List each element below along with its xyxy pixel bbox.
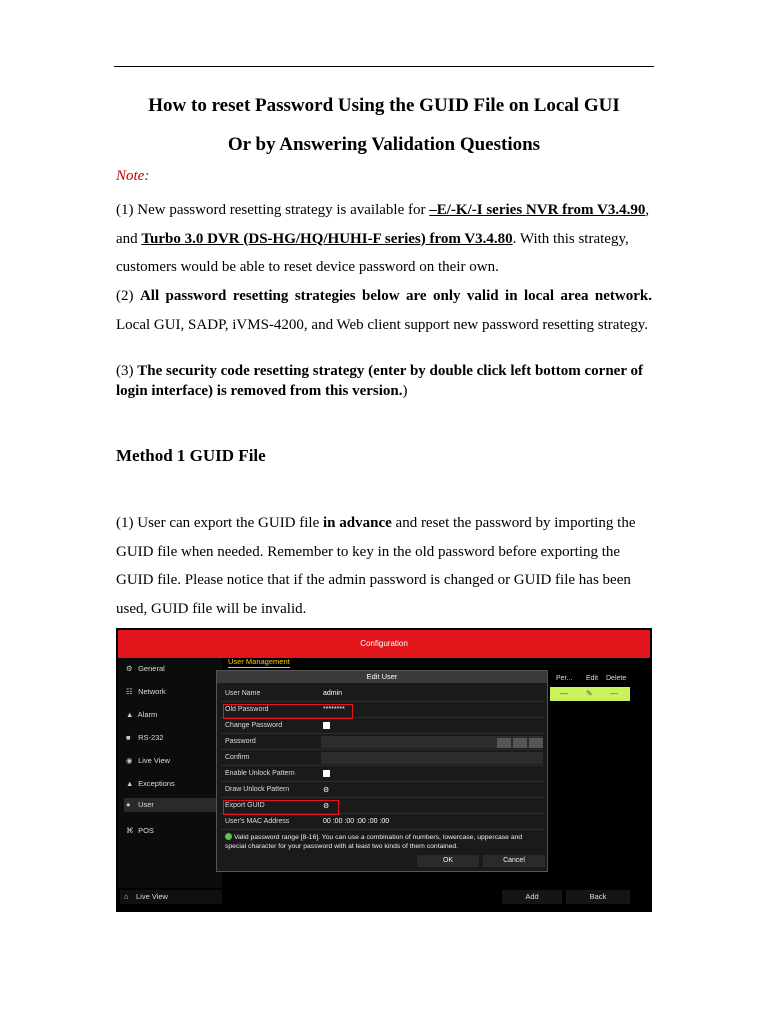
method-1-heading: Method 1 GUID File [116, 446, 266, 465]
note-label: Note: [116, 168, 150, 184]
row-enable-unlock-pattern [221, 767, 543, 782]
field-label: Enable Unlock Pattern [225, 770, 295, 777]
strength-bar [529, 738, 543, 748]
sidebar-label: General [138, 664, 165, 673]
sidebar-label: User [138, 800, 154, 809]
sidebar-item-pos[interactable] [126, 826, 154, 835]
export-guid-icon[interactable]: ⚙ [323, 803, 330, 810]
sidebar-label: RS-232 [138, 733, 164, 742]
export-guid-highlight [223, 800, 339, 815]
permission-icon[interactable]: — [560, 689, 568, 698]
user-name-value[interactable]: admin [323, 690, 343, 697]
document-title-line-2: Or by Answering Validation Questions [227, 134, 541, 155]
nvr-version: –E/-K/-I series NVR from V3.4.90 [429, 202, 646, 218]
row-password [221, 735, 543, 750]
pos-icon: ⌘ [126, 826, 134, 835]
sidebar-item-rs232[interactable] [126, 733, 164, 742]
row-mac-address [221, 815, 543, 830]
add-button[interactable]: Add [502, 890, 562, 904]
bold-text: The security code resetting strategy (enter by double click left bottom corner of login interface) is removed from this version. [116, 363, 643, 399]
cancel-button[interactable]: Cancel [483, 855, 545, 867]
sidebar-item-exceptions[interactable] [126, 779, 175, 788]
text: , and [116, 202, 650, 247]
eye-icon: ◉ [126, 756, 133, 765]
tab-user-management[interactable]: User Management [228, 657, 290, 666]
sidebar-item-user[interactable] [124, 798, 218, 812]
field-label: Password [225, 738, 256, 745]
password-input[interactable] [321, 736, 543, 748]
delete-icon[interactable]: — [610, 689, 618, 698]
bold-text: in advance [323, 515, 392, 531]
change-password-checkbox[interactable] [323, 722, 330, 729]
password-hint [225, 833, 525, 851]
check-icon [225, 833, 232, 840]
enable-unlock-pattern-checkbox[interactable] [323, 770, 330, 777]
row-user-name [221, 687, 543, 702]
configuration-screenshot [116, 628, 652, 912]
configuration-title-bar [118, 630, 650, 658]
sidebar-item-network[interactable] [126, 687, 166, 696]
top-rule [114, 66, 654, 67]
network-icon: ☷ [126, 687, 133, 696]
sidebar-item-live-view[interactable] [126, 756, 170, 765]
alarm-icon: ▲ [126, 710, 134, 719]
ok-button[interactable]: OK [417, 855, 479, 867]
gear-icon: ⚙ [126, 664, 133, 673]
sidebar [118, 658, 222, 888]
note-paragraph-3 [116, 361, 652, 401]
user-icon: ● [126, 800, 131, 809]
table-row[interactable] [550, 687, 630, 701]
edit-user-dialog [216, 670, 548, 872]
port-icon: ■ [126, 733, 131, 742]
strength-bar [513, 738, 527, 748]
confirm-input[interactable] [321, 752, 543, 764]
column-header-permission: Per... [556, 675, 573, 682]
back-button[interactable]: Back [566, 890, 630, 904]
sidebar-label: POS [138, 826, 154, 835]
field-label: Old Password [225, 706, 269, 713]
bold-text: All password resetting strategies below are only valid in local area network. [139, 288, 652, 304]
text: . With this strategy, customers would be able to reset device password on their own. [116, 230, 629, 275]
gear-icon[interactable]: ⚙ [323, 787, 330, 794]
document-title-line-1: How to reset Password Using the GUID File on Local GUI [148, 95, 620, 116]
field-label: User Name [225, 690, 261, 697]
field-label: Confirm [225, 754, 250, 761]
sidebar-live-view-button[interactable] [120, 890, 222, 904]
note-paragraph-1 [116, 196, 652, 282]
field-label: Change Password [225, 722, 283, 729]
dvr-version: Turbo 3.0 DVR (DS-HG/HQ/HUHI-F series) from V3.4.80 [141, 230, 513, 247]
row-confirm [221, 751, 543, 766]
text: (3) [116, 363, 138, 379]
note-paragraph-2 [116, 282, 652, 339]
old-password-input[interactable]: ******** [323, 706, 345, 713]
text: (2) [116, 288, 140, 304]
sidebar-label: Alarm [137, 710, 158, 719]
sidebar-item-alarm[interactable] [126, 710, 157, 719]
mac-address-value: 00 :00 :00 :00 :00 :00 [323, 818, 390, 825]
field-label: User's MAC Address [225, 818, 290, 825]
text: ) [402, 383, 408, 399]
row-draw-unlock-pattern [221, 783, 543, 798]
live-view-label: Live View [136, 892, 168, 901]
method-1-paragraph [116, 509, 644, 623]
column-header-delete: Delete [606, 675, 627, 682]
sidebar-label: Exceptions [138, 779, 175, 788]
strength-bar [497, 738, 511, 748]
sidebar-item-general[interactable] [126, 664, 165, 673]
row-change-password [221, 719, 543, 734]
text: (1) New password resetting strategy is available for [116, 202, 430, 218]
user-table-header [550, 673, 632, 686]
field-label: Draw Unlock Pattern [225, 786, 290, 793]
warning-icon: ▲ [126, 779, 134, 788]
dialog-title: Edit User [217, 671, 547, 683]
text: and reset the password by importing the GUID file when needed. Remember to key in the old password before exporting the GUID file. Please notice that if the admin password is changed or GUID file has been used, GUID file will be invalid. [116, 515, 636, 617]
sidebar-label: Network [138, 687, 166, 696]
home-icon: ⌂ [124, 892, 129, 901]
sidebar-label: Live View [138, 756, 171, 765]
edit-icon[interactable]: ✎ [586, 689, 593, 698]
old-password-highlight [223, 704, 353, 719]
configuration-title: Configuration [360, 639, 408, 648]
text: (1) User can export the GUID file [116, 515, 324, 531]
text: Local GUI, SADP, iVMS-4200, and Web client support new password resetting strategy. [116, 316, 649, 333]
column-header-edit: Edit [586, 675, 599, 682]
hint-text: Valid password range [8-16]. You can use a combination of numbers, lowercase, uppercase and special character for your password with at least two kinds of them contained. [225, 834, 523, 850]
field-label: Export GUID [225, 802, 265, 809]
